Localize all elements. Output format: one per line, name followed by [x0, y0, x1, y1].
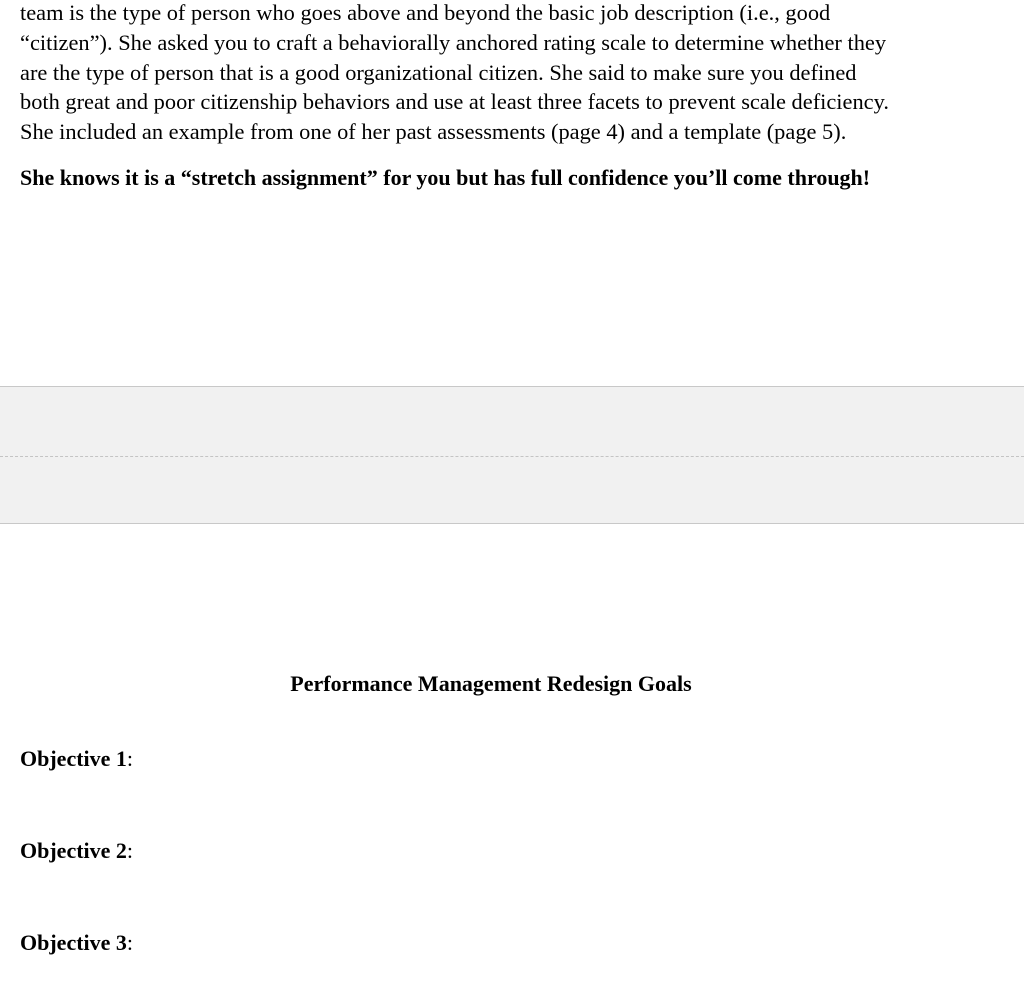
page-break-divider — [0, 456, 1024, 457]
intro-paragraph — [20, 0, 1000, 147]
objective-2 — [20, 838, 133, 864]
objective-colon: : — [126, 930, 134, 955]
intro-line: “citizen”). She asked you to craft a behaviorally anchored rating scale to determine whether they — [20, 29, 887, 55]
bold-note: She knows it is a “stretch assignment” for you but has full confidence you’ll come through! — [20, 165, 871, 190]
objective-label: Objective 3 — [20, 930, 127, 955]
intro-line: are the type of person that is a good organizational citizen. She said to make sure you defined — [20, 59, 857, 85]
section-heading: Performance Management Redesign Goals — [290, 671, 692, 696]
objective-1 — [20, 746, 133, 772]
intro-line: both great and poor citizenship behaviors and use at least three facets to prevent scale deficiency. — [20, 89, 889, 115]
intro-line: team is the type of person who goes above and beyond the basic job description (i.e., good — [20, 0, 831, 25]
objective-label: Objective 2 — [20, 838, 127, 863]
objective-colon: : — [126, 838, 134, 863]
page-top-section — [20, 0, 1000, 147]
objective-3 — [20, 930, 133, 956]
intro-line: She included an example from one of her past assessments (page 4) and a template (page 5). — [20, 119, 847, 145]
objective-colon: : — [126, 746, 134, 771]
page-break — [0, 386, 1024, 524]
objective-label: Objective 1 — [20, 746, 127, 771]
